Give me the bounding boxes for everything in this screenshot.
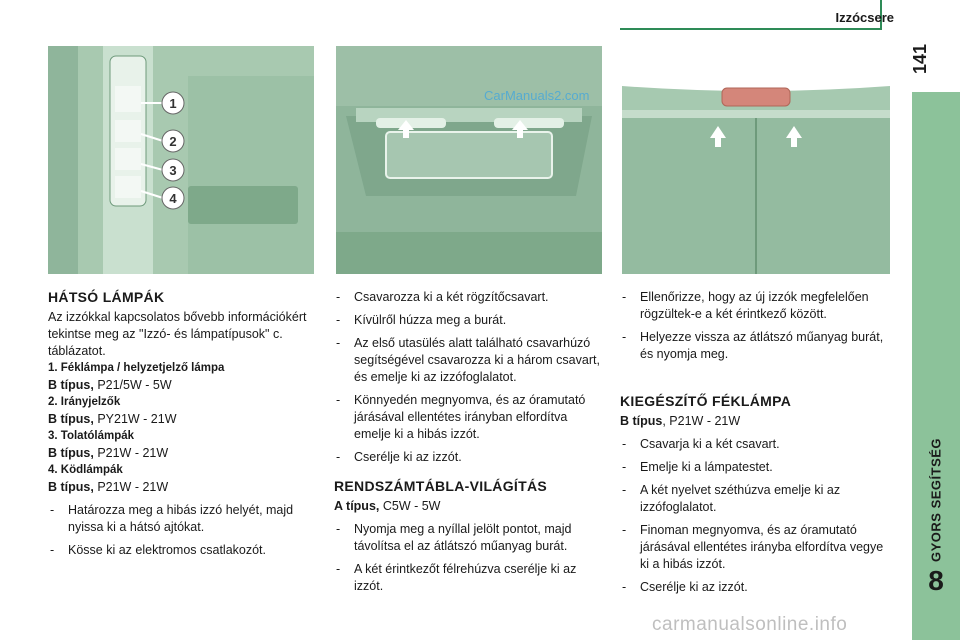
lamp-3-type xyxy=(48,445,320,462)
list-item: - Csavarozza ki a két rögzítőcsavart. xyxy=(334,289,606,306)
lamp-4-type-value: P21W - 21W xyxy=(93,480,169,494)
list-item: - Kívülről húzza meg a burát. xyxy=(334,312,606,329)
rear-lamps-steps-continued xyxy=(334,289,606,466)
plate-lamp-type xyxy=(334,498,606,515)
lamp-4-title: 4. Ködlámpák xyxy=(48,464,123,476)
brake-lamp-steps xyxy=(620,436,890,596)
plate-lamp-type-value: C5W - 5W xyxy=(379,499,441,513)
lamp-2-type-value: PY21W - 21W xyxy=(93,412,177,426)
callout-2-label: 2 xyxy=(169,134,177,149)
side-band-label: GYORS SEGÍTSÉG xyxy=(928,437,944,562)
list-item: - Könnyedén megnyomva, és az óramutató járásával ellentétes irányban elfordítva emelje ki a hibás izzót. xyxy=(334,392,606,443)
list-item: - Ellenőrizze, hogy az új izzók megfelelően rögzültek-e a két érintkező között. xyxy=(620,289,890,323)
lamp-1-type-value: P21/5W - 5W xyxy=(93,378,172,392)
section-title: Izzócsere xyxy=(835,10,894,25)
list-item: - Cserélje ki az izzót. xyxy=(620,579,890,596)
list-item: - Emelje ki a lámpatestet. xyxy=(620,459,890,476)
chapter-number: 8 xyxy=(928,565,944,596)
list-item: - Nyomja meg a nyíllal jelölt pontot, majd távolítsa el az átlátszó műanyag burát. xyxy=(334,521,606,555)
lamp-3-title: 3. Tolatólámpák xyxy=(48,430,135,442)
lamp-2-title: 2. Irányjelzők xyxy=(48,396,121,408)
lamp-3-type-value: P21W - 21W xyxy=(93,446,169,460)
lamp-4-type xyxy=(48,479,320,496)
plate-lamp-heading: RENDSZÁMTÁBLA-VILÁGÍTÁS xyxy=(334,478,547,494)
lamp-2-type-label: B típus, xyxy=(48,412,94,426)
brake-lamp-type-label: B típus xyxy=(620,414,663,428)
list-item: - Cserélje ki az izzót. xyxy=(334,449,606,466)
brake-lamp-type-value: , P21W - 21W xyxy=(662,414,741,428)
plate-lamp-illustration xyxy=(336,46,602,274)
plate-lamp-steps-continued xyxy=(620,289,890,363)
callout-3 xyxy=(162,159,184,181)
lamp-3-type-label: B típus, xyxy=(48,446,94,460)
lamp-1-title: 1. Féklámpa / helyzetjelző lámpa xyxy=(48,362,225,374)
rear-lamps-steps xyxy=(48,502,320,559)
lamp-1-type-label: B típus, xyxy=(48,378,94,392)
lamp-2-type xyxy=(48,411,320,428)
list-item: - Határozza meg a hibás izzó helyét, majd nyissa ki a hátsó ajtókat. xyxy=(48,502,320,536)
rear-lamps-intro: Az izzókkal kapcsolatos bővebb információkért tekintse meg az "Izzó- és lámpatípusok" c. táblázatot. xyxy=(48,310,307,358)
list-item: - Helyezze vissza az átlátszó műanyag burát, és nyomja meg. xyxy=(620,329,890,363)
watermark-top: CarManuals2.com xyxy=(484,88,590,103)
brake-lamp-illustration xyxy=(622,46,890,274)
header-rule xyxy=(620,28,882,30)
callout-4-label: 4 xyxy=(169,191,177,206)
plate-lamp-steps xyxy=(334,521,606,595)
rear-lamps-illustration xyxy=(48,46,314,274)
plate-lamp-section xyxy=(334,283,606,595)
list-item: - Az első utasülés alatt található csavarhúzó segítségével csavarozza ki a három csavart, és emelje ki az izzófoglalatot. xyxy=(334,335,606,386)
list-item: - Finoman megnyomva, és az óramutató járásával ellentétes irányba elfordítva vegye ki a hibás izzót. xyxy=(620,522,890,573)
callout-4 xyxy=(162,187,184,209)
list-item: - Csavarja ki a két csavart. xyxy=(620,436,890,453)
brake-lamp-section xyxy=(620,283,890,596)
plate-lamp-type-label: A típus, xyxy=(334,499,380,513)
callout-2 xyxy=(162,130,184,152)
page-number: 141 xyxy=(910,43,930,74)
lamp-4-type-label: B típus, xyxy=(48,480,94,494)
list-item: - Kösse ki az elektromos csatlakozót. xyxy=(48,542,320,559)
callout-3-label: 3 xyxy=(169,163,177,178)
list-item: - A két érintkezőt félrehúzva cserélje ki az izzót. xyxy=(334,561,606,595)
side-band-label-wrap xyxy=(912,92,960,562)
lamp-1-type xyxy=(48,377,320,394)
callout-1 xyxy=(162,92,184,114)
list-item: - A két nyelvet széthúzva emelje ki az izzófoglalatot. xyxy=(620,482,890,516)
brake-lamp-heading: KIEGÉSZÍTŐ FÉKLÁMPA xyxy=(620,393,792,409)
watermark-bottom: carmanualsonline.info xyxy=(652,614,848,635)
rear-lamps-heading: HÁTSÓ LÁMPÁK xyxy=(48,289,165,305)
callout-1-label: 1 xyxy=(169,96,177,111)
rear-lamps-section xyxy=(48,289,320,559)
brake-lamp-type xyxy=(620,413,890,430)
